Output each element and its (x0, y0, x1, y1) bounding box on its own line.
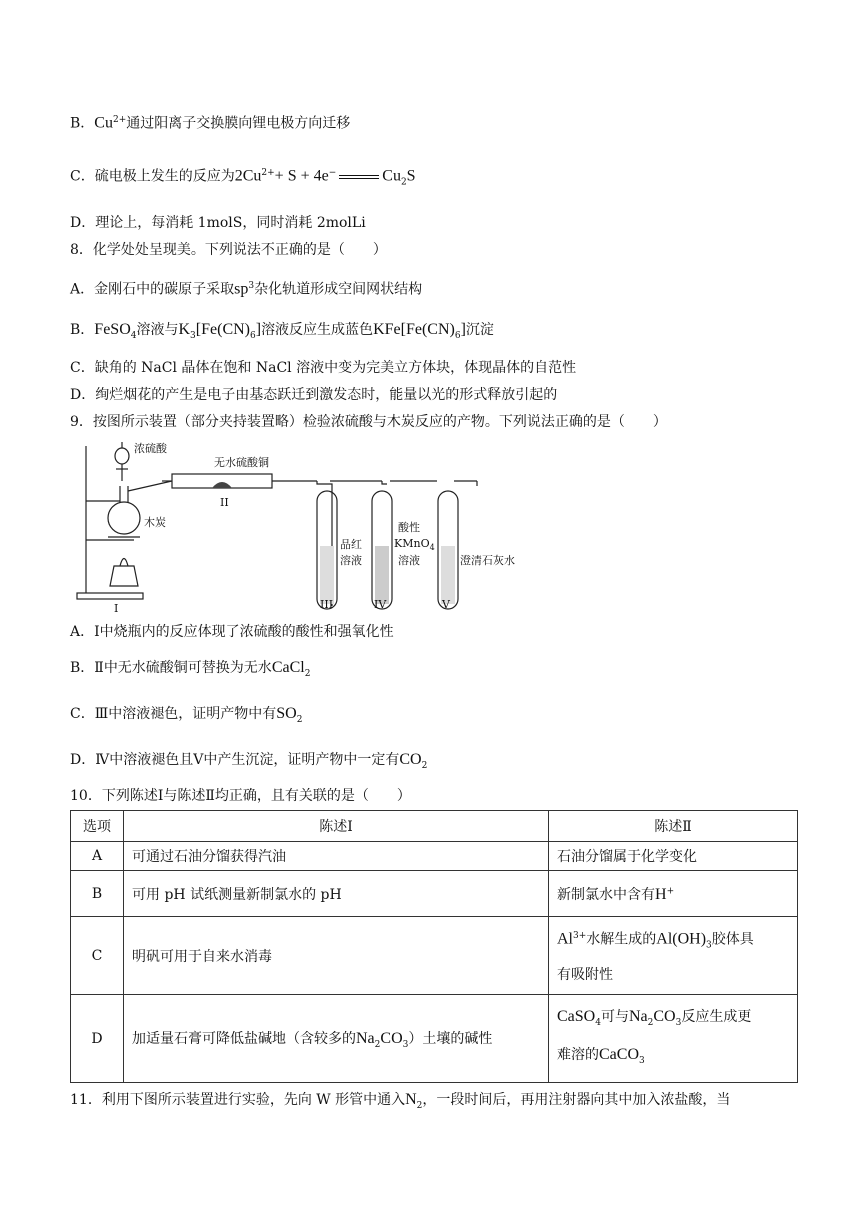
table-row: B 可用 pH 试纸测量新制氯水的 pH 新制氯水中含有H+ (71, 871, 798, 917)
table-row: A 可通过石油分馏获得汽油 石油分馏属于化学变化 (71, 842, 798, 871)
q7-option-d: D．理论上，每消耗 1molS，同时消耗 2molLi (70, 215, 366, 231)
header-statement-2: 陈述Ⅱ (549, 811, 798, 842)
table-header-row (71, 811, 798, 842)
q10-stem: 10．下列陈述Ⅰ与陈述Ⅱ均正确，且有关联的是（ ） (70, 788, 411, 804)
label-pinhong-2: 溶液 (340, 554, 362, 567)
q8-option-d: D．绚烂烟花的产生是电子由基态跃迁到激发态时，能量以光的形式释放引起的 (70, 387, 558, 403)
label-charcoal: 木炭 (144, 516, 166, 529)
table-row: D 加适量石膏可降低盐碱地（含较多的$Na_2CO_3$）土壤的碱性 CaSO$_4$可与$Na_2CO_3$反应生成更 难溶的CaCO$_3$ (71, 995, 798, 1083)
q9-option-d: D．Ⅳ中溶液褪色且Ⅴ中产生沉淀，证明产物中一定有$CO_2$ (70, 751, 428, 771)
label-anhydrous-cuso4: 无水硫酸铜 (214, 456, 269, 469)
q7-option-b: B．$Cu^{2+}$通过阳离子交换膜向锂电极方向迁移 (70, 114, 351, 132)
label-kmno4-1: 酸性 (398, 521, 420, 534)
label-pinhong-1: 品红 (340, 538, 362, 551)
q7-option-c: C．硫电极上发生的反应为$2Cu^{2+}+ S + 4e^-$ $Cu_2S$ (70, 167, 416, 188)
label-apparatus-5: V (442, 598, 450, 611)
q9-option-a: A．Ⅰ中烧瓶内的反应体现了浓硫酸的酸性和强氧化性 (70, 624, 394, 640)
label-kmno4-2: KMnO$_4$ (394, 537, 435, 552)
q8-stem: 8．化学处处呈现美。下列说法不正确的是（ ） (70, 242, 387, 258)
q9-option-b: B．Ⅱ中无水硫酸铜可替换为无水CaCl$_2$ (70, 659, 311, 679)
q11-stem: 11．利用下图所示装置进行实验，先向 W 形管中通入$N_2$，一段时间后，再用注射器向其中加入浓盐酸，当 (70, 1091, 731, 1111)
label-apparatus-3: III (320, 598, 334, 611)
header-statement-1: 陈述Ⅰ (124, 811, 549, 842)
label-apparatus-1: I (114, 602, 119, 615)
reaction-equals-sign (339, 175, 379, 179)
q9-option-c: C．Ⅲ中溶液褪色，证明产物中有$SO_2$ (70, 705, 303, 725)
table-row: C 明矾可用于自来水消毒 $Al^{3+}$水解生成的$Al(OH)_3$胶体具 有吸附性 (71, 917, 798, 995)
header-option: 选项 (71, 811, 124, 842)
label-limewater: 澄清石灰水 (460, 554, 515, 567)
label-kmno4-3: 溶液 (398, 554, 420, 567)
q10-table (70, 810, 798, 1083)
q8-option-b: B．FeSO$_4$溶液与$K_3[Fe(CN)_6]$溶液反应生成蓝色$KFe[Fe(CN)_6]$沉淀 (70, 321, 494, 341)
q9-stem: 9．按图所示装置（部分夹持装置略）检验浓硫酸与木炭反应的产物。下列说法正确的是（ ） (70, 414, 667, 430)
q8-option-a: A．金刚石中的碳原子采取$sp^3$杂化轨道形成空间网状结构 (70, 280, 423, 298)
label-conc-sulfuric-acid: 浓硫酸 (134, 442, 167, 455)
label-apparatus-4: IV (374, 598, 387, 611)
q8-option-c: C．缺角的 NaCl 晶体在饱和 NaCl 溶液中变为完美立方体块，体现晶体的自范性 (70, 360, 577, 376)
apparatus-diagram (72, 436, 515, 616)
label-apparatus-2: II (220, 496, 229, 509)
